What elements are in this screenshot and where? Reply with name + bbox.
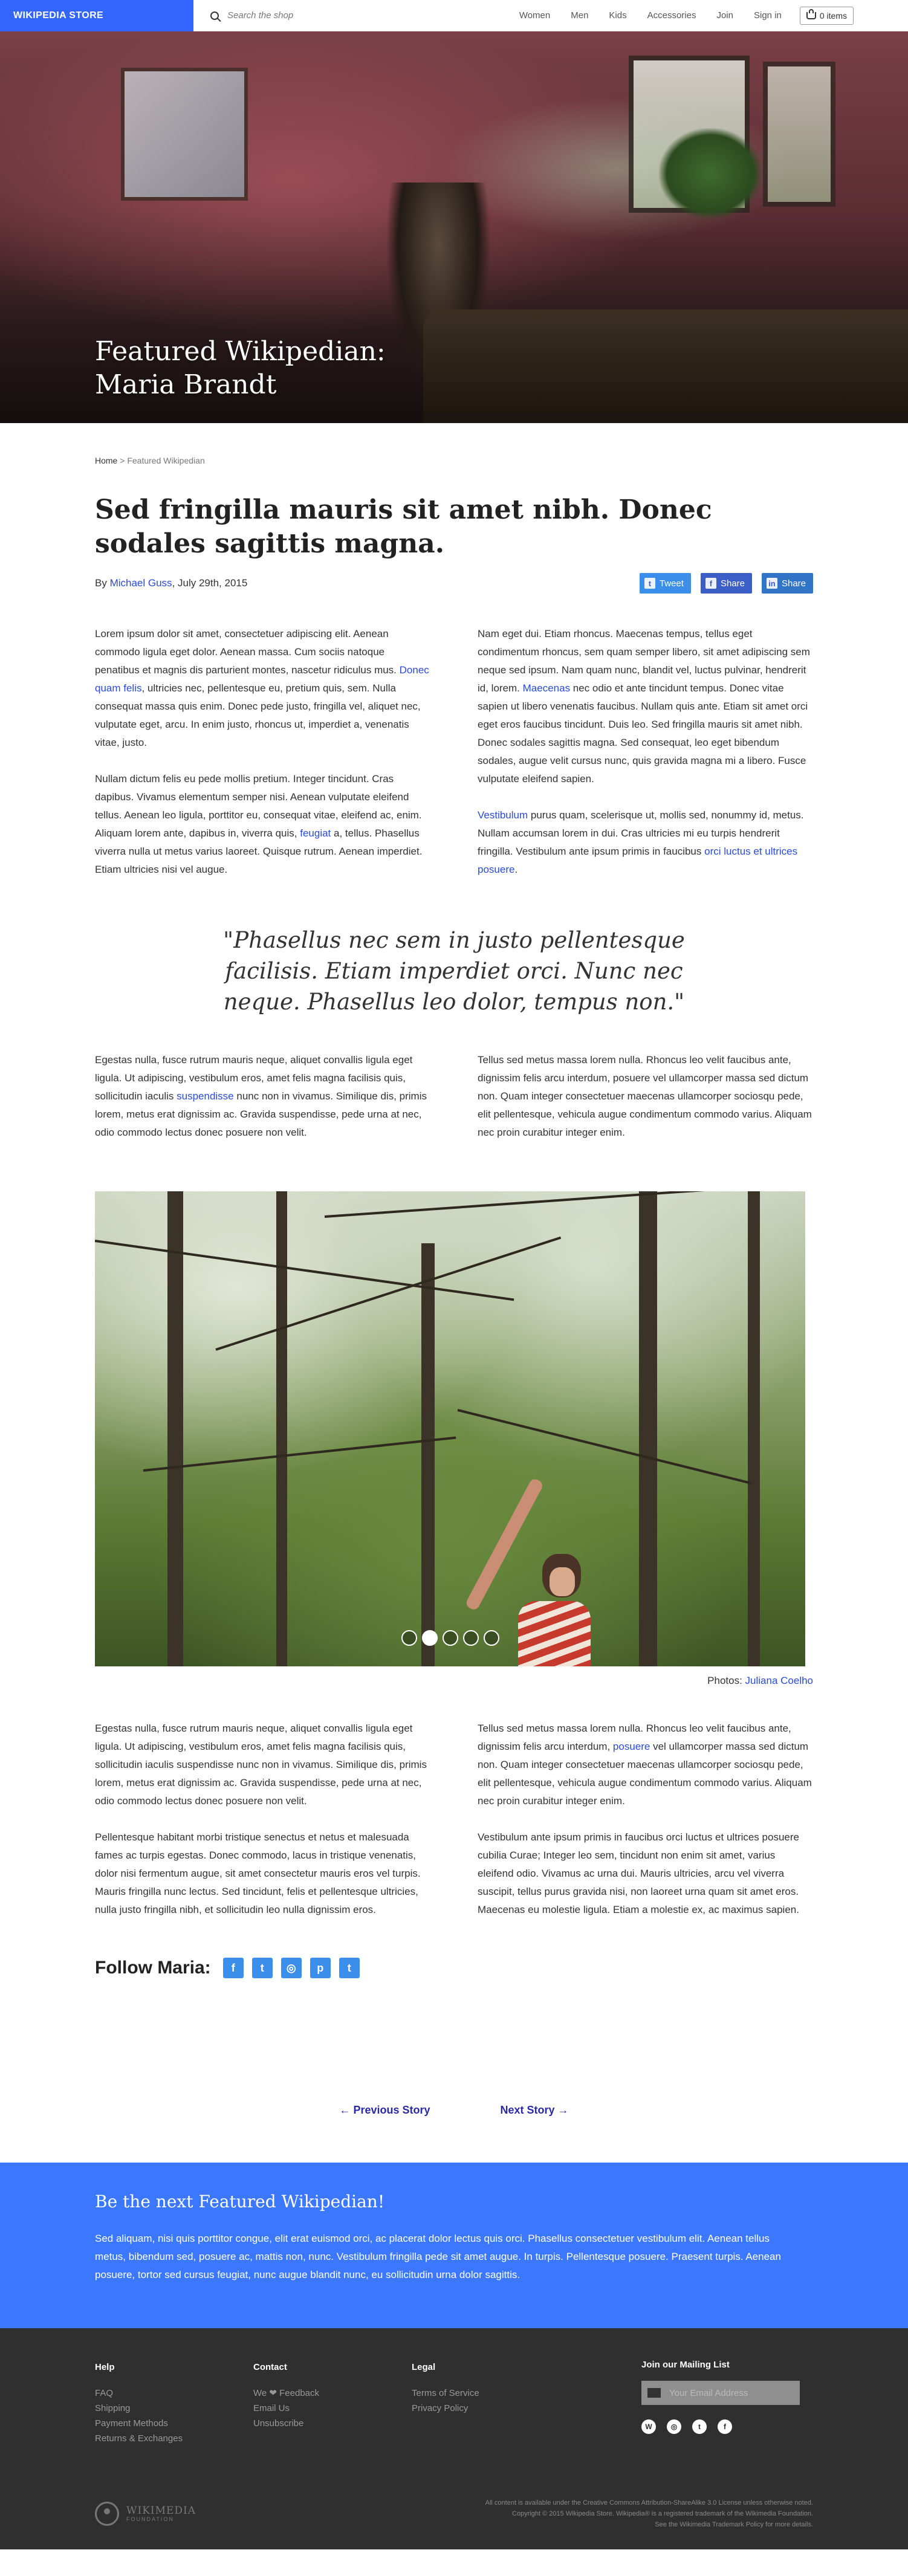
legal-line: Copyright © 2015 Wikipedia Store. Wikipedia® is a registered trademark of the Wikimedia Foundation.	[512, 2510, 813, 2517]
inline-link[interactable]: Donec quam felis	[95, 664, 429, 694]
tweet-button[interactable]	[640, 573, 691, 594]
article-column-left	[95, 625, 430, 897]
instagram-icon[interactable]: ◎	[281, 1958, 302, 1978]
logo-name: WIKIMEDIA	[126, 2505, 196, 2517]
paragraph: Vestibulum ante ipsum primis in faucibus orci luctus et ultrices posuere cubilia Curae; Integer leo sem, tincidunt non enim sit amet, varius eleifend odio. Vivamus ac urna dui. Mauris ultricies, arcu vel viverra suscipit, tellus purus gravida nisi, non laoreet urna quam sit amet eros. Maecenas eu molestie ligula. Etiam a molestie ex, ac maximus sapien.	[478, 1831, 799, 1915]
footer-link-faq[interactable]: FAQ	[95, 2388, 114, 2398]
nav-link-sign-in[interactable]: Sign in	[754, 10, 782, 21]
search-box	[210, 10, 404, 21]
footer-link-unsubscribe[interactable]: Unsubscribe	[253, 2418, 304, 2429]
footer-columns	[95, 2360, 813, 2446]
paragraph: Egestas nulla, fusce rutrum mauris neque, aliquet convallis ligula eget ligula. Ut adipiscing, vestibulum eros, amet felis magna facilisis quis, sollicitudin iaculis suspendisse nunc non in vivamus. Similique dis, primis lorem, metus erat dignissim ac. Gravida suspendisse, pede urna at nec, odio commodo lectus donec posuere non velit.	[95, 1723, 427, 1807]
byline-row	[95, 573, 813, 594]
article-column-right	[478, 1051, 813, 1160]
footer-link-payment[interactable]: Payment Methods	[95, 2418, 168, 2429]
article-column-left	[95, 1720, 430, 1937]
inline-link[interactable]: orci luctus et ultrices posuere	[478, 846, 798, 875]
linkedin-share-label: Share	[781, 578, 806, 589]
logo-sub: FOUNDATION	[126, 2516, 174, 2522]
paragraph-text: nunc non in vivamus. Similique dis, primis lorem, metus erat dignissim ac. Gravida suspendisse, pede urna at nec, odio commodo lectus donec posuere non velit.	[95, 1090, 427, 1138]
tweet-label: Tweet	[659, 578, 684, 589]
carousel-dots	[399, 1630, 502, 1646]
photo-person	[506, 1554, 591, 1666]
article-intro-columns	[95, 625, 813, 897]
article-lower-columns	[95, 1720, 813, 1937]
nav-link-men[interactable]: Men	[571, 10, 589, 21]
paragraph-text: vel ullamcorper massa sed dictum non. Quam integer consectetuer maecenas ullamcorper sociosqu pede, elit pellentesque, vehicula augue condimentum commodo varius. Aliquam nec proin curabitur integer enim.	[478, 1741, 812, 1807]
article-headline: Sed fringilla mauris sit amet nibh. Donec sodales sagittis magna.	[95, 494, 712, 559]
carousel-dot[interactable]	[422, 1630, 438, 1646]
basket-icon	[806, 12, 816, 19]
follow-bar	[95, 1958, 813, 1978]
promo-text: Sed aliquam, nisi quis porttitor congue, elit erat euismod orci, ac placerat dolor lectus quis orci. Phasellus consectetuer vestibulum elit. Aenean tellus metus, bibendum sed, posuere ac, mattis non, nunc. Vestibulum fringilla pede sit amet augue. In turpis. Pellentesque posuere. Praesent turpis. Aenean posuere, tortor sed cursus feugiat, nunc augue blandit nunc, eu sollicitudin urna dolor sagittis.	[95, 2233, 781, 2280]
linkedin-share-button[interactable]	[762, 573, 813, 594]
paragraph-text: Tellus sed metus massa lorem nulla. Rhoncus leo velit faucibus ante, dignissim felis arcu interdum,	[478, 1723, 791, 1752]
breadcrumb	[95, 456, 813, 465]
photo-tree-trunk	[748, 1191, 760, 1666]
article-column-left	[95, 1051, 430, 1160]
top-navigation	[0, 0, 908, 31]
photo-branch	[215, 1237, 561, 1351]
carousel-dot[interactable]	[443, 1630, 458, 1646]
paragraph: Pellentesque habitant morbi tristique senectus et netus et malesuada fames ac turpis egestas. Donec commodo, lacus in tristique venenatis, dolor nisi fermentum augue, sit amet consectetur mauris eros vel turpis. Mauris fringilla nunc lectus. Sed tincidunt, felis et pellentesque ultricies, nulla justo fringilla nibh, et sollicitudin leo nulla dignissim eros.	[95, 1831, 421, 1915]
paragraph	[478, 625, 813, 788]
breadcrumb-separator: >	[120, 456, 125, 465]
footer-link-email[interactable]: Email Us	[253, 2403, 290, 2413]
site-footer	[0, 2328, 908, 2549]
search-icon[interactable]	[210, 11, 219, 20]
twitter-icon[interactable]: t	[252, 1958, 273, 1978]
photo-branch	[325, 1191, 805, 1218]
promo-banner	[0, 2163, 908, 2328]
nav-link-kids[interactable]: Kids	[609, 10, 627, 21]
footer-social-icons	[641, 2419, 811, 2434]
facebook-icon[interactable]: f	[718, 2419, 732, 2434]
paragraph	[478, 1720, 813, 1810]
inline-link[interactable]: Maecenas	[522, 682, 571, 694]
paragraph	[95, 1051, 430, 1142]
cart-button[interactable]	[800, 7, 854, 25]
footer-link-returns[interactable]: Returns & Exchanges	[95, 2433, 183, 2444]
hero-title-line-2: Maria Brandt	[95, 369, 277, 400]
photo-branch	[143, 1437, 456, 1472]
photo-branch	[458, 1409, 751, 1484]
footer-help	[95, 2360, 253, 2446]
facebook-share-button[interactable]	[701, 573, 752, 594]
article-column-right	[478, 625, 813, 897]
mailing-list	[641, 2360, 811, 2446]
wikipedia-icon[interactable]: W	[641, 2419, 656, 2434]
legal-line: See the Wikimedia Trademark Policy for more details.	[655, 2521, 813, 2528]
wikimedia-mark-icon	[95, 2502, 119, 2526]
legal-note	[438, 2497, 813, 2530]
author-link[interactable]: Michael Guss	[109, 577, 172, 589]
wikimedia-logo[interactable]	[95, 2502, 196, 2526]
footer-heading: Contact	[253, 2362, 287, 2372]
hero-title	[95, 335, 386, 401]
article	[0, 456, 908, 2117]
nav-link-accessories[interactable]: Accessories	[647, 10, 696, 21]
email-input[interactable]	[669, 2388, 790, 2398]
hero-banner	[0, 31, 908, 423]
footer-heading: Join our Mailing List	[641, 2360, 730, 2370]
carousel-dot[interactable]	[484, 1630, 499, 1646]
instagram-icon[interactable]: ◎	[667, 2419, 681, 2434]
nav-link-join[interactable]: Join	[716, 10, 733, 21]
photo-credit-prefix: Photos:	[707, 1675, 745, 1686]
search-input[interactable]	[227, 10, 384, 21]
facebook-icon: f	[705, 578, 716, 589]
tumblr-icon[interactable]: t	[339, 1958, 360, 1978]
promo-title: Be the next Featured Wikipedian!	[95, 2192, 385, 2212]
paragraph-text: Lorem ipsum dolor sit amet, consectetuer adipiscing elit. Aenean commodo ligula eget dolor. Aenean massa. Cum sociis natoque penatibus et magnis dis parturient montes, nascetur ridiculus mus.	[95, 628, 400, 676]
photo-carousel	[95, 1191, 805, 1666]
hero-photo-window-2	[763, 62, 835, 207]
envelope-icon	[647, 2388, 661, 2398]
paragraph-text: Egestas nulla, fusce rutrum mauris neque, aliquet convallis ligula eget ligula. Ut adipiscing, vestibulum eros, amet felis magna facilisis quis, sollicitudin iaculis	[95, 1054, 413, 1102]
byline-prefix: By	[95, 577, 107, 589]
follow-label: Follow Maria:	[95, 1958, 211, 1978]
photo-branch	[95, 1240, 514, 1301]
facebook-share-label: Share	[720, 578, 745, 589]
carousel-dot[interactable]	[463, 1630, 479, 1646]
paragraph	[95, 770, 430, 879]
photo-person-arm	[464, 1477, 544, 1611]
paragraph-text: , ultricies nec, pellentesque eu, pretium quis, sem. Nulla consequat massa quis enim. Donec pede justo, fringilla vel, aliquet nec, vulputate eget, arcu. In enim justo, rhoncus ut, imperdiet a, venenatis vitae, justo.	[95, 682, 421, 748]
footer-legal	[412, 2360, 570, 2446]
photographer-link[interactable]: Juliana Coelho	[745, 1675, 813, 1686]
paragraph-text: purus quam, scelerisque ut, mollis sed, nonummy id, metus. Nullam accumsan lorem in dui. Cras ultricies mi eu turpis hendrerit fringilla. Vestibulum ante ipsum primis in faucibus	[478, 809, 804, 857]
hero-title-line-1: Featured Wikipedian:	[95, 336, 386, 367]
pinterest-icon[interactable]: p	[310, 1958, 331, 1978]
paragraph-text: .	[514, 864, 518, 875]
footer-heading: Legal	[412, 2362, 436, 2372]
cart-count: 0 items	[819, 10, 847, 21]
photo-tree-trunk	[276, 1191, 287, 1666]
nav-link-women[interactable]: Women	[519, 10, 551, 21]
paragraph-text: Nam eget dui. Etiam rhoncus. Maecenas tempus, tellus eget condimentum rhoncus, sem quam semper libero, sit amet adipiscing sem neque sed ipsum. Nam quam nunc, blandit vel, luctus pulvinar, hendrerit id, lorem.	[478, 628, 810, 694]
photo-tree-trunk	[167, 1191, 183, 1666]
inline-link[interactable]: Vestibulum	[478, 809, 528, 821]
hero-photo-plant	[659, 128, 762, 219]
previous-story-link[interactable]: ← Previous Story	[339, 2104, 430, 2116]
photo-credit	[95, 1675, 813, 1687]
pull-quote: "Phasellus nec sem in justo pellentesque facilisis. Etiam imperdiet orci. Nunc nec neque. Phasellus leo dolor, tempus non."	[223, 927, 685, 1015]
paragraph	[478, 806, 813, 879]
paragraph-text: nec odio et ante tincidunt tempus. Donec vitae sapien ut libero venenatis faucibus. Nullam quis ante. Etiam sit amet orci eget eros faucibus tincidunt. Duis leo. Sed fringilla mauris sit amet nibh. Donec sodales sagittis magna. Sed consequat, leo eget bibendum sodales, augue velit cursus nunc, quis gravida magna mi a libero. Fusce vulputate eleifend sapien.	[478, 682, 808, 785]
paragraph-text: Nullam dictum felis eu pede mollis pretium. Integer tincidunt. Cras dapibus. Vivamus elementum semper nisi. Aenean vulputate eleifend tellus. Aenean leo ligula, porttitor eu, consequat vitae, eleifend ac, enim. Aliquam lorem ante, dapibus in, viverra quis,	[95, 773, 422, 839]
hero-photo-sofa	[423, 309, 908, 423]
photo-tree-trunk	[421, 1243, 435, 1666]
footer-link-shipping[interactable]: Shipping	[95, 2403, 131, 2413]
facebook-icon[interactable]: f	[223, 1958, 244, 1978]
inline-link[interactable]: posuere	[612, 1741, 650, 1752]
footer-contact	[253, 2360, 412, 2446]
footer-heading: Help	[95, 2362, 115, 2372]
hero-photo-wall-map	[121, 68, 248, 201]
next-story-link[interactable]: Next Story →	[500, 2104, 569, 2116]
footer-link-terms[interactable]: Terms of Service	[412, 2388, 479, 2398]
story-pager	[95, 2104, 813, 2117]
photo-person-face	[550, 1567, 575, 1596]
mailing-field	[641, 2381, 800, 2405]
photo-tree-trunk	[639, 1191, 657, 1666]
footer-bottom	[95, 2497, 813, 2530]
paragraph: Tellus sed metus massa lorem nulla. Rhoncus leo velit faucibus ante, dignissim felis arcu interdum, posuere vel ullamcorper massa sed dictum non. Quam integer consectetuer maecenas ullamcorper sociosqu pede, elit pellentesque, vehicula augue condimentum commodo varius. Aliquam nec proin curabitur integer enim.	[478, 1054, 812, 1138]
paragraph	[95, 625, 430, 752]
publish-date: , July 29th, 2015	[172, 577, 248, 589]
breadcrumb-home[interactable]: Home	[95, 456, 118, 465]
legal-line: All content is available under the Creative Commons Attribution-ShareAlike 3.0 License unless otherwise noted.	[485, 2499, 813, 2506]
paragraph-text: a, tellus. Phasellus viverra nulla ut metus varius laoreet. Quisque rutrum. Aenean imperdiet. Etiam ultricies nisi vel augue.	[95, 827, 423, 875]
byline	[95, 577, 247, 589]
twitter-icon: t	[644, 578, 655, 589]
article-middle-columns	[95, 1051, 813, 1160]
twitter-icon[interactable]: t	[692, 2419, 707, 2434]
footer-link-privacy[interactable]: Privacy Policy	[412, 2403, 469, 2413]
inline-link[interactable]: suspendisse	[177, 1090, 234, 1102]
share-buttons	[630, 573, 813, 594]
linkedin-icon: in	[767, 578, 777, 589]
breadcrumb-current: Featured Wikipedian	[127, 456, 205, 465]
main-menu	[499, 7, 854, 25]
store-logo[interactable]: WIKIPEDIA STORE	[0, 0, 193, 31]
inline-link[interactable]: feugiat	[300, 827, 331, 839]
photo-person-body	[518, 1601, 591, 1666]
article-column-right	[478, 1720, 813, 1937]
carousel-dot[interactable]	[401, 1630, 417, 1646]
footer-link-feedback[interactable]: We ❤ Feedback	[253, 2388, 320, 2398]
